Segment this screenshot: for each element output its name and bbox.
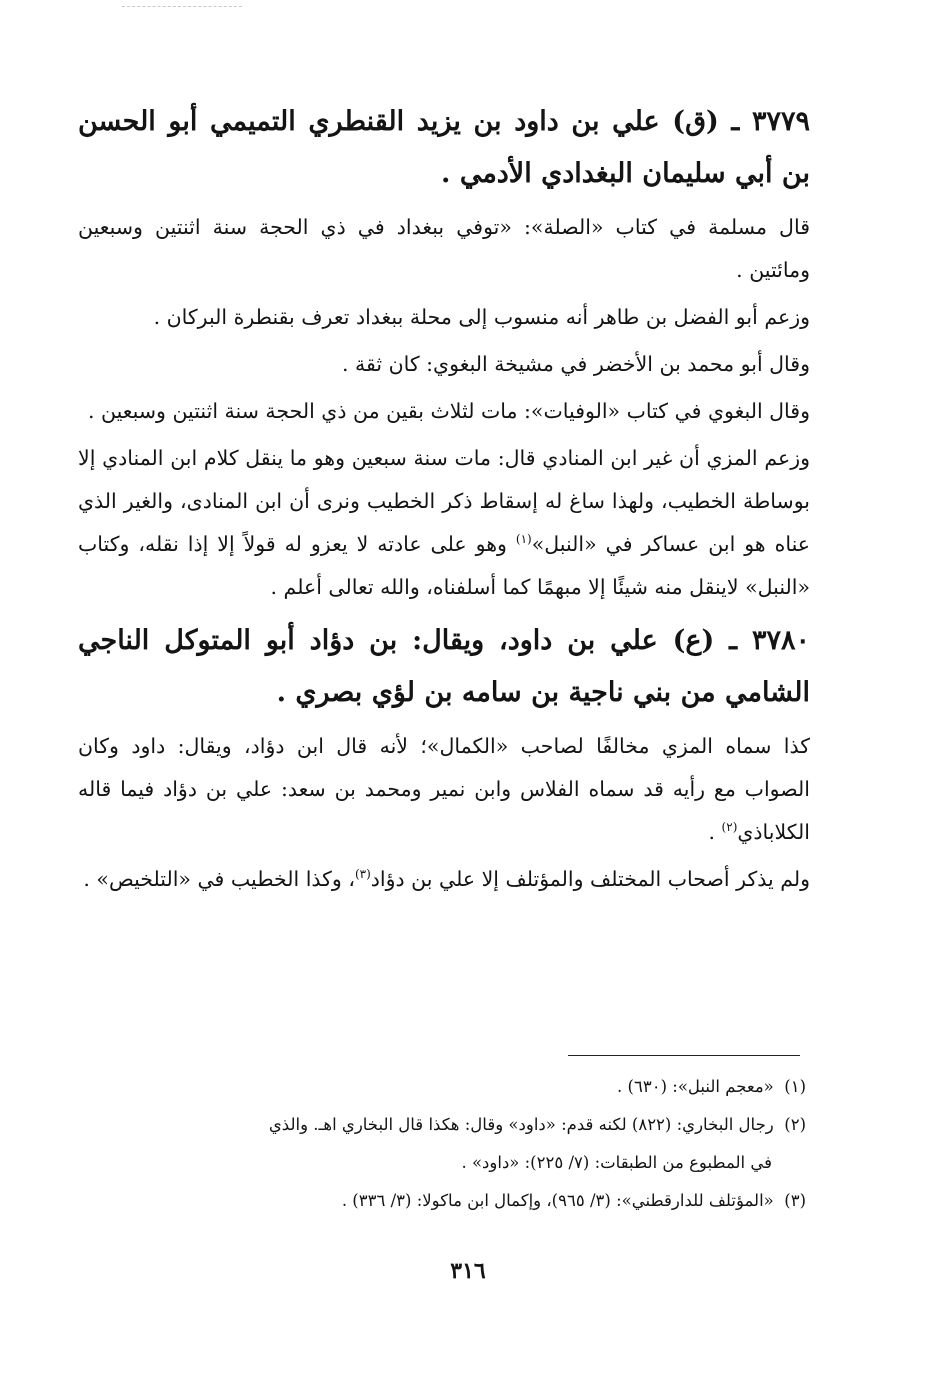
footnote-reference: (٣) xyxy=(354,867,371,882)
footnotes xyxy=(100,1068,806,1220)
paragraph: وقال أبو محمد بن الأخضر في مشيخة البغوي: كان ثقة . xyxy=(341,352,810,376)
footnote-reference: (١) xyxy=(515,532,532,547)
entry-heading-3780: ٣٧٨٠ ـ (ع) علي بن داود، ويقال: بن دؤاد أبو المتوكل الناجي الشامي من بني ناجية بن سامه بن لؤي بصري . xyxy=(78,625,810,708)
page-body xyxy=(78,96,810,905)
footnote xyxy=(100,1182,806,1220)
paragraph-text: وهو على عادته لا يعزو له قولاً إلا إذا نقله، وكتاب «النبل» لاينقل منه شيئًا إلا مبهمًا كما أسلفناه، والله تعالى أعلم . xyxy=(78,532,810,599)
paragraph-text: . xyxy=(708,820,722,844)
footnote-text: «المؤتلف للدارقطني»: (٣/ ٩٦٥)، وإكمال ابن ماكولا: (٣/ ٣٣٦) . xyxy=(341,1191,774,1210)
paragraph-text: ولم يذكر أصحاب المختلف والمؤتلف إلا علي بن دؤاد xyxy=(370,867,810,891)
paragraph: قال مسلمة في كتاب «الصلة»: «توفي ببغداد في ذي الحجة سنة اثنتين وسبعين ومائتين . xyxy=(78,215,810,282)
paragraph-text: ، وكذا الخطيب في «التلخيص» . xyxy=(83,867,355,891)
paragraph-text: وزعم المزي أن غير ابن المنادي قال: مات سنة سبعين وهو ما ينقل كلام ابن المنادي إلا بوساطة الخطيب، ولهذا ساغ له إسقاط ذكر الخطيب ونرى أن ابن المنادى، والغير الذي عناه هو ابن عساكر في «النبل» xyxy=(78,446,810,556)
paragraph: وزعم أبو الفضل بن طاهر أنه منسوب إلى محلة ببغداد تعرف بقنطرة البركان . xyxy=(153,305,810,329)
page-number: ٣١٦ xyxy=(450,1258,486,1284)
footnote-number: (١) xyxy=(784,1077,806,1096)
footnote-number: (٣) xyxy=(784,1191,806,1210)
footnote-reference: (٢) xyxy=(721,820,738,835)
footnote-text: رجال البخاري: (٨٢٢) لكنه قدم: «داود» وقال: هكذا قال البخاري اهـ. والذي xyxy=(268,1115,774,1134)
paragraph xyxy=(78,858,810,901)
footnote-divider xyxy=(568,1055,800,1056)
footnote-text: «معجم النبل»: (٦٣٠) . xyxy=(617,1077,774,1096)
footnote xyxy=(100,1106,806,1144)
footnote-continuation: في المطبوع من الطبقات: (٧/ ٢٢٥): «داود» . xyxy=(461,1153,772,1172)
entry-heading-3779: ٣٧٧٩ ـ (ق) علي بن داود بن يزيد القنطري التميمي أبو الحسن بن أبي سليمان البغدادي الأدمي . xyxy=(78,106,810,189)
top-scan-mark xyxy=(122,6,242,7)
paragraph xyxy=(78,725,810,854)
footnote xyxy=(100,1068,806,1106)
paragraph: وقال البغوي في كتاب «الوفيات»: مات لثلاث بقين من ذي الحجة سنة اثنتين وسبعين . xyxy=(87,399,810,423)
footnote-number: (٢) xyxy=(784,1115,806,1134)
paragraph-text: كذا سماه المزي مخالفًا لصاحب «الكمال»؛ لأنه قال ابن دؤاد، ويقال: داود وكان الصواب مع رأيه قد سماه الفلاس وابن نمير ومحمد بن سعد: علي بن دؤاد فيما قاله الكلاباذي xyxy=(78,734,810,844)
paragraph xyxy=(78,437,810,609)
